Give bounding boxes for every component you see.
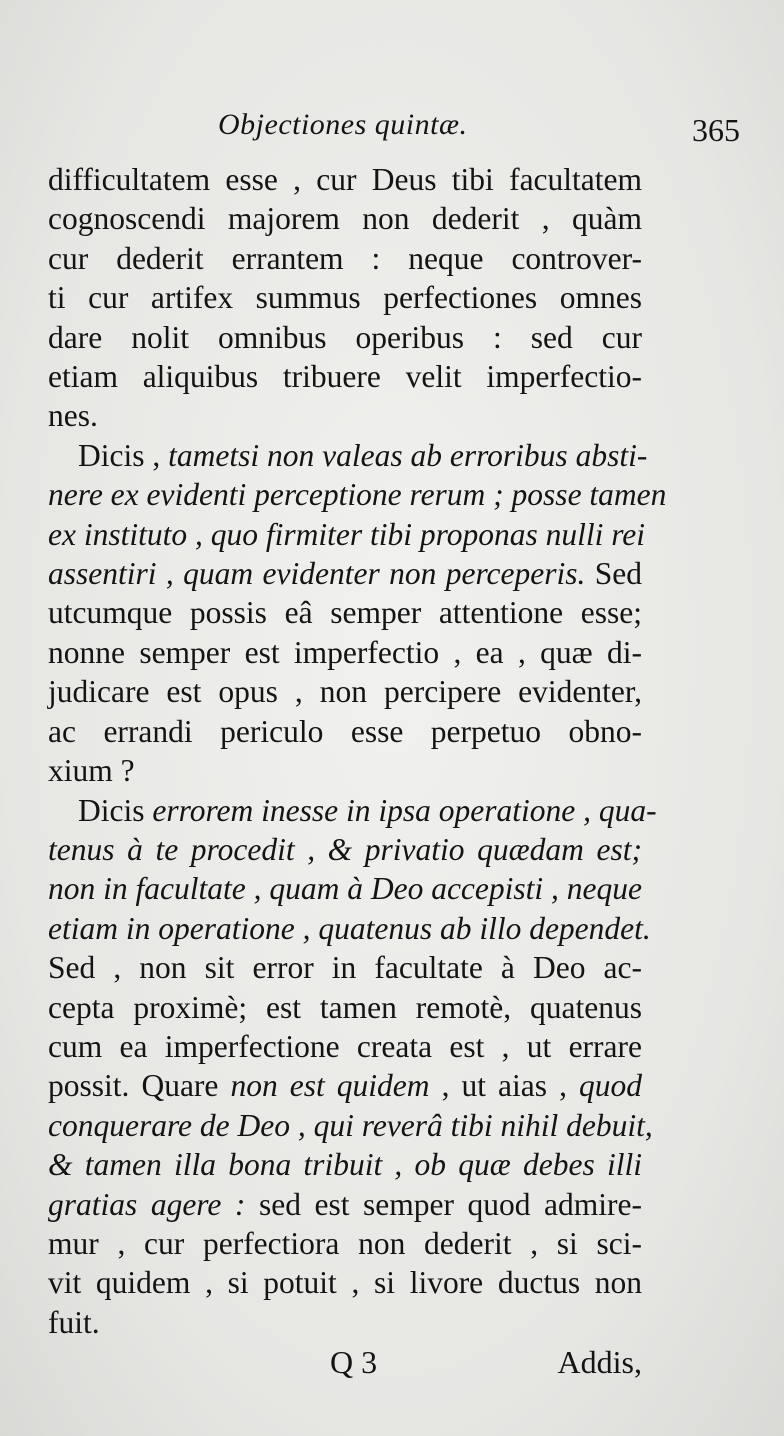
- text-run: ac errandi periculo esse perpetuo obno-: [48, 713, 642, 749]
- text-run: xium ?: [48, 753, 135, 789]
- text-line: [48, 1106, 653, 1145]
- text-line: [48, 869, 642, 908]
- text-run: etiam aliquibus tribuere velit imperfectio-: [48, 359, 642, 395]
- text-line: [48, 1066, 642, 1105]
- text-line: [48, 988, 642, 1027]
- text-run: mur , cur perfectiora non dederit , si sci-: [48, 1225, 642, 1261]
- text-run: dare nolit omnibus operibus : sed cur: [48, 319, 642, 355]
- text-run: cepta proximè; est tamen remotè, quatenus: [48, 989, 642, 1025]
- italic-text-run: tametsi non valeas ab erroribus absti-: [168, 437, 648, 473]
- text-run: nonne semper est imperfectio , ea , quæ di-: [48, 634, 642, 670]
- text-run: ti cur artifex summus perfectiones omnes: [48, 280, 642, 316]
- page-footer: [48, 1344, 642, 1388]
- text-line: [48, 318, 642, 357]
- text-run: Dicis ,: [78, 437, 169, 473]
- italic-text-run: nere ex evidenti perceptione rerum ; posse tamen: [48, 477, 667, 513]
- italic-text-run: quod: [579, 1068, 642, 1104]
- text-line: [48, 1303, 642, 1342]
- text-line: [48, 948, 642, 987]
- text-line: [48, 278, 642, 317]
- italic-text-run: gratias agere :: [48, 1186, 246, 1222]
- text-run: Dicis: [78, 792, 153, 828]
- page-header: [48, 108, 740, 150]
- text-line: [48, 751, 642, 790]
- italic-text-run: & tamen illa bona tribuit , ob quæ debes illi: [48, 1147, 642, 1183]
- text-line: [48, 909, 651, 948]
- body-text: [48, 160, 667, 1342]
- catchword: Addis,: [557, 1344, 642, 1380]
- text-line: [48, 160, 642, 199]
- page-number: 365: [692, 112, 740, 148]
- text-line: [48, 199, 642, 238]
- text-line: [48, 633, 642, 672]
- text-line: [48, 436, 648, 475]
- text-line: [48, 396, 642, 435]
- running-title: Objectiones quintæ.: [218, 108, 468, 141]
- signature-mark: Q 3: [330, 1344, 378, 1380]
- text-line: [48, 712, 642, 751]
- italic-text-run: non in facultate , quam à Deo accepisti , neque: [48, 871, 642, 907]
- italic-text-run: errorem inesse in ipsa operatione , qua-: [152, 792, 657, 828]
- text-run: nes.: [48, 398, 98, 434]
- text-run: sed est semper quod admire-: [245, 1186, 643, 1222]
- text-line: [48, 1145, 642, 1184]
- text-line: [48, 1224, 642, 1263]
- text-line: [48, 593, 642, 632]
- text-run: Sed: [585, 556, 643, 592]
- text-run: fuit.: [48, 1304, 100, 1340]
- text-line: [48, 791, 657, 830]
- text-run: utcumque possis eâ semper attentione esse;: [48, 595, 642, 631]
- text-run: , ut aias ,: [429, 1068, 579, 1104]
- italic-text-run: etiam in operatione , quatenus ab illo dependet.: [48, 910, 651, 946]
- text-line: [48, 1263, 642, 1302]
- text-run: cur dederit errantem : neque controver-: [48, 240, 642, 276]
- text-line: [48, 239, 642, 278]
- text-line: [48, 1027, 642, 1066]
- text-line: [48, 830, 642, 869]
- italic-text-run: ex instituto , quo firmiter tibi proponas nulli rei: [48, 516, 646, 552]
- text-run: possit. Quare: [48, 1068, 231, 1104]
- text-line: [48, 515, 646, 554]
- italic-text-run: non est quidem: [230, 1068, 430, 1104]
- text-run: vit quidem , si potuit , si livore ductus non: [48, 1265, 642, 1301]
- text-line: [48, 554, 642, 593]
- text-run: difficultatem esse , cur Deus tibi facultatem: [48, 162, 642, 197]
- text-run: cum ea imperfectione creata est , ut errare: [48, 1028, 642, 1064]
- italic-text-run: tenus à te procedit , & privatio quædam est;: [48, 831, 642, 867]
- text-run: cognoscendi majorem non dederit , quàm: [48, 201, 642, 237]
- text-run: judicare est opus , non percipere evidenter,: [48, 674, 642, 710]
- text-run: Sed , non sit error in facultate à Deo ac-: [48, 950, 642, 986]
- italic-text-run: conquerare de Deo , qui reverâ tibi nihil debuit,: [48, 1107, 653, 1143]
- text-line: [48, 357, 642, 396]
- text-line: [48, 672, 642, 711]
- text-line: [48, 475, 667, 514]
- text-line: [48, 1185, 642, 1224]
- italic-text-run: assentiri , quam evidenter non perceperis.: [48, 556, 586, 592]
